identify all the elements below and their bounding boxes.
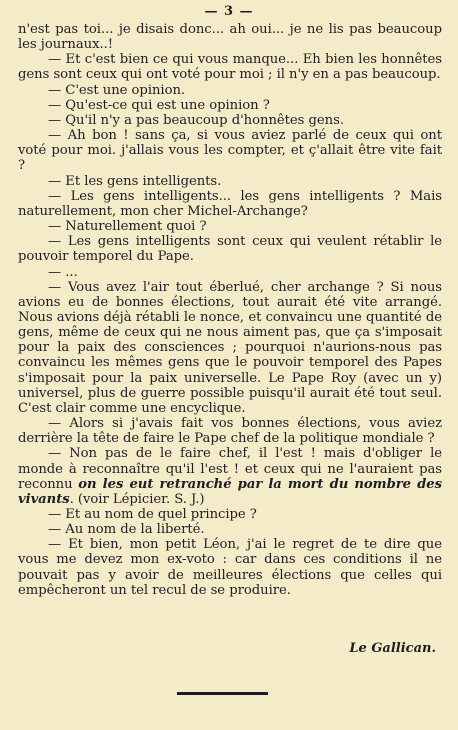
paragraph-text: . (voir Lépicier. S. J.) bbox=[69, 491, 205, 507]
paragraph: — Et c'est bien ce qui vous manque... Eh bien les honnêtes gens sont ceux qui ont voté pour moi ; il n'y en a pas beaucoup. bbox=[18, 52, 442, 83]
paragraph: — Naturellement quoi ? bbox=[48, 219, 207, 235]
paragraph: — Les gens intelligents sont ceux qui veulent rétablir le pouvoir temporel du Pape. bbox=[18, 234, 442, 265]
paragraph: — Et les gens intelligents. bbox=[48, 173, 222, 189]
paragraph: — Ah bon ! sans ça, si vous aviez parlé de ceux qui ont voté pour moi. j'allais vous les compter, et ç'allait être vite fait ? bbox=[18, 128, 442, 174]
paragraph: — Au nom de la liberté. bbox=[48, 522, 205, 538]
bottom-divider bbox=[177, 692, 268, 695]
paragraph: n'est pas toi... je disais donc... ah oui... je ne lis pas beaucoup les journaux..! bbox=[18, 22, 442, 53]
paragraph: — Qu'il n'y a pas beaucoup d'honnêtes gens. bbox=[48, 112, 344, 128]
emphasized-quote: on les eut retranché par la mort du nombre des vivants bbox=[18, 476, 442, 507]
paragraph: — Alors si j'avais fait vos bonnes élections, vous aviez derrière la tête de faire le Pape chef de la politique mondiale ? bbox=[18, 416, 442, 447]
page-number: — 3 — bbox=[204, 4, 254, 19]
paragraph: — Vous avez l'air tout éberlué, cher archange ? Si nous avions eu de bonnes élections, tout aurait été vite arrangé. Nous avions déjà rétabli le nonce, et convaincu une quantité de gens, même de ceux qui ne nous aiment pas, que ça s'imposait pour la paix des consciences ; pourquoi n'aurions-nous pas convaincu les mêmes gens que le pouvoir temporel des Papes s'imposait pour la paix universelle. Le Pape Roy (avec un y) universel, plus de guerre possible puisqu'il aurait été tout seul. C'est clair comme une encyclique. bbox=[18, 279, 442, 416]
paragraph-text: — Non pas de le faire chef, il l'est ! mais d'obliger le monde à reconnaître qu'il l'est ! et ceux qui ne l'auraient pas reconnu bbox=[18, 446, 442, 492]
paragraph: — Les gens intelligents... les gens intelligents ? Mais naturellement, mon cher Michel-Archange? bbox=[18, 188, 442, 219]
paragraph-emphasis bbox=[18, 446, 442, 507]
paragraph: — Et bien, mon petit Léon, j'ai le regret de te dire que vous me devez mon ex-voto : car dans ces conditions il ne pouvait pas y avoir de meilleures élections que celles qui empêcheront un tel recul de se produire. bbox=[18, 537, 442, 598]
body-text bbox=[18, 22, 442, 598]
paragraph: — Et au nom de quel principe ? bbox=[48, 507, 257, 522]
paragraph: — C'est une opinion. bbox=[48, 82, 186, 98]
paragraph: — Qu'est-ce qui est une opinion ? bbox=[48, 97, 270, 113]
signature: Le Gallican. bbox=[349, 641, 436, 656]
paragraph: — ... bbox=[48, 264, 78, 280]
